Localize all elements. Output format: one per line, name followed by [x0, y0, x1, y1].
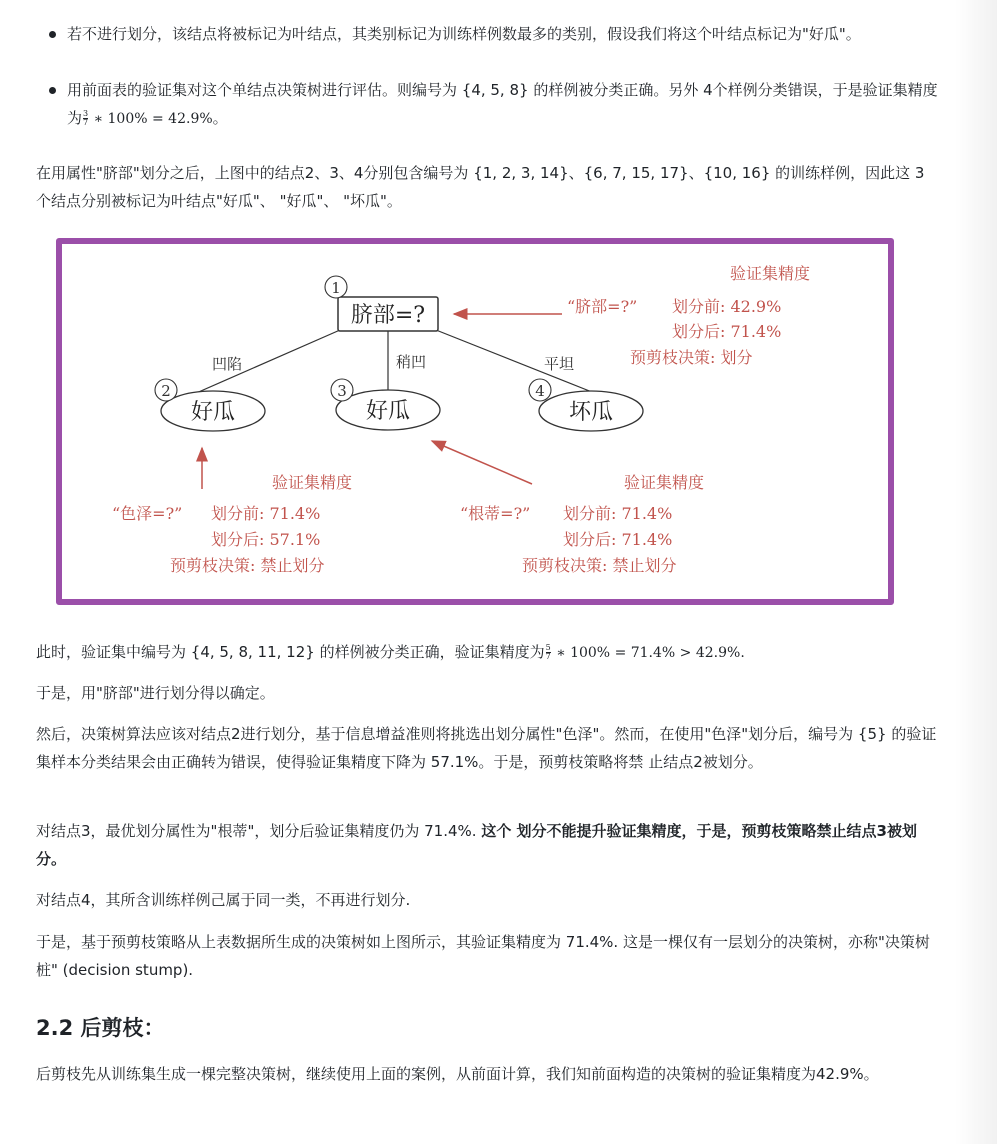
svg-text:“脐部=?”: “脐部=?” — [567, 297, 638, 316]
branch-label: 平坦 — [544, 355, 575, 373]
list-item: 若不进行划分，该结点将被标记为叶结点，其类别标记为训练样例数最多的类别，假设我们将这个叶结点标记为"好瓜"。 — [36, 20, 941, 76]
node3-accuracy-note — [460, 473, 704, 575]
svg-text:划分后: 57.1%: 划分后: 57.1% — [211, 530, 321, 549]
paragraph-post-pruning: 后剪枝先从训练集生成一棵完整决策树，继续使用上面的案例，从前面计算，我们知前面构造的决策树的验证集精度为42.9%。 — [36, 1065, 879, 1083]
svg-text:“根蒂=?”: “根蒂=?” — [460, 504, 531, 523]
branch-label: 稍凹 — [396, 353, 427, 371]
page-edge-shadow — [955, 0, 997, 1144]
svg-text:划分前: 71.4%: 划分前: 71.4% — [563, 504, 673, 523]
svg-text:划分前: 42.9%: 划分前: 42.9% — [672, 297, 782, 316]
svg-text:验证集精度: 验证集精度 — [624, 473, 705, 492]
bullet-list — [36, 20, 941, 133]
svg-text:4: 4 — [535, 382, 545, 400]
svg-text:“色泽=?”: “色泽=?” — [112, 504, 183, 523]
svg-text:2: 2 — [161, 382, 171, 400]
decision-tree-figure — [56, 238, 894, 605]
section-heading: 2.2 后剪枝： — [36, 1016, 165, 1040]
fraction: $\frac{3}{7}$ — [83, 109, 89, 127]
leaf-label: 好瓜 — [190, 400, 236, 425]
leaf-label: 坏瓜 — [568, 400, 614, 425]
fraction: $\frac{5}{7}$ — [545, 643, 551, 661]
svg-text:划分后: 71.4%: 划分后: 71.4% — [563, 530, 673, 549]
root-number: 1 — [331, 279, 341, 297]
paragraph-result: 于是，基于预剪枝策略从上表数据所生成的决策树如上图所示，其验证集精度为 71.4%. 这是一棵仅有一层划分的决策树，亦称"决策树桩" (decision stump). — [36, 933, 930, 979]
list-item: 用前面表的验证集对这个单结点决策树进行评估。则编号为 {4, 5, 8} 的样例被分类正确。另外 4个样例分类错误，于是验证集精度为 $\frac{3}{7}$ ∗ 100% = 42.9%。 — [36, 76, 941, 133]
node2-accuracy-note — [112, 473, 352, 575]
root-label: 脐部=? — [350, 303, 426, 328]
leaf-label: 好瓜 — [365, 399, 411, 424]
svg-text:预剪枝决策: 禁止划分: 预剪枝决策: 禁止划分 — [522, 556, 677, 575]
paragraph-node3: 对结点3，最优划分属性为"根蒂"，划分后验证集精度仍为 71.4%. 这个 划分不能提升验证集精度，于是，预剪枝策略禁止结点3被划分。 — [36, 822, 917, 868]
paragraph-accuracy: 此时，验证集中编号为 {4, 5, 8, 11, 12} 的样例被分类正确，验证集精度为 $\frac{5}{7}$ ∗ 100% = 71.4% > 42.9%. — [36, 643, 745, 661]
branch-label: 凹陷 — [212, 355, 243, 373]
bullet-dot-icon — [49, 31, 56, 38]
svg-text:划分后: 71.4%: 划分后: 71.4% — [672, 322, 782, 341]
paragraph-confirm: 于是，用"脐部"进行划分得以确定。 — [36, 684, 275, 702]
bullet-dot-icon — [49, 87, 56, 94]
paragraph-nodes: 在用属性"脐部"划分之后，上图中的结点2、3、4分别包含编号为 {1, 2, 3, 14}、{6, 7, 15, 17}、{10, 16} 的训练样例，因此这 3 个结点分别被标记为叶结点"好瓜"、 "好瓜"、 "坏瓜"。 — [36, 164, 925, 210]
svg-text:验证集精度: 验证集精度 — [730, 264, 811, 283]
decision-tree-diagram — [62, 244, 888, 599]
paragraph-node4: 对结点4，其所含训练样例己属于同一类，不再进行划分. — [36, 891, 411, 909]
paragraph-node2: 然后，决策树算法应该对结点2进行划分，基于信息增益准则将挑选出划分属性"色泽"。然而，在使用"色泽"划分后，编号为 {5} 的验证集样本分类结果会由正确转为错误，使得验证集精度下降为 57.1%。于是，预剪枝策略将禁 止结点2被划分。 — [36, 725, 937, 771]
svg-text:预剪枝决策: 划分: 预剪枝决策: 划分 — [630, 348, 753, 367]
svg-text:3: 3 — [337, 382, 347, 400]
svg-text:划分前: 71.4%: 划分前: 71.4% — [211, 504, 321, 523]
svg-text:验证集精度: 验证集精度 — [272, 473, 353, 492]
arrow-icon — [432, 441, 532, 484]
svg-text:预剪枝决策: 禁止划分: 预剪枝决策: 禁止划分 — [170, 556, 325, 575]
root-accuracy-note — [567, 264, 810, 367]
